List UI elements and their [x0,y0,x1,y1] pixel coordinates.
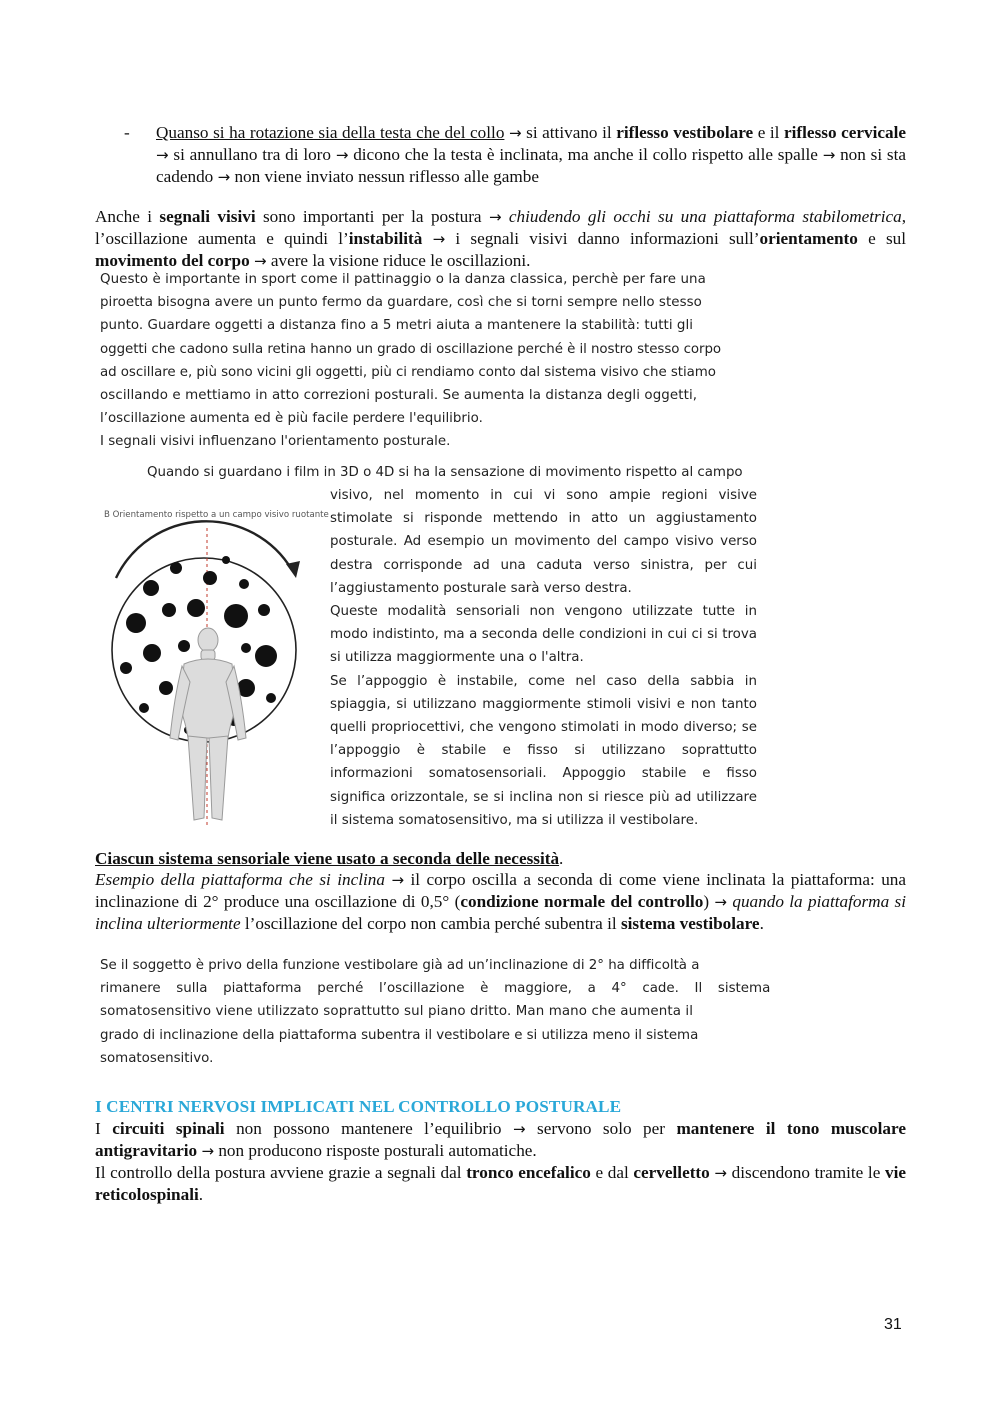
rotating-visual-field-illustration-icon [96,498,328,828]
note-line: piroetta bisogna avere un punto fermo da guardare, così che si torni sempre nello stesso [100,295,702,311]
note-paragraph: Se l’appoggio è instabile, come nel caso della sabbia in spiaggia, si utilizzano maggiormente stimoli visivi e non tanto quelli propriocettivi, che vengono stimolati in modo diverso; se l’appoggio è stabile e fisso si utilizzano soprattutto informazioni somatosensoriali. Appoggio stabile e fisso significa orizzontale, se si inclina non si riesce più ad utilizzare il sistema somatosensitivo, ma si utilizza il vestibolare. [330,673,757,828]
bullet-paragraph: Quanso si ha rotazione sia della testa che del collo → si attivano il riflesso vestibolare e il riflesso cervicale → si annullano tra di loro → dicono che la testa è inclinata, ma anche il collo rispetto alle spalle → non si sta cadendo → non viene inviato nessun riflesso alle gambe [156,123,907,186]
arrow-icon: → [508,124,522,142]
note-line: grado di inclinazione della piattaforma subentra il vestibolare e si utilizza meno il sistema [100,1027,699,1043]
arrow-icon: → [391,871,405,889]
arrow-icon: → [253,252,267,270]
arrow-icon: → [714,893,727,911]
sensory-systems-paragraph: Ciascun sistema sensoriale viene usato a seconda delle necessità. Esempio della piattaforma che si inclina → il corpo oscilla a seconda di come viene inclinata la piattaforma: una inclinazione di 2° produce una oscillazione di 0,5° (condizione normale del controllo) → quando la piattaforma si inclina ulteriormente l’oscillazione del corpo non cambia perché subentra il sistema vestibolare. [95,849,907,933]
bullet-dash: - [124,123,130,142]
section-heading: I CENTRI NERVOSI IMPLICATI NEL CONTROLLO POSTURALE [95,1097,622,1116]
note-line: ad oscillare e, più sono vicini gli oggetti, più ci rendiamo conto dal sistema visivo che stiamo [100,364,716,380]
notes-block-3 [100,954,771,1070]
notes-block-1 [100,268,760,454]
note-line: Questo è importante in sport come il pattinaggio o la danza classica, perchè per fare una [100,272,706,287]
arrow-icon: → [512,1120,526,1138]
visual-signals-paragraph: Anche i segnali visivi sono importanti per la postura → chiudendo gli occhi su una piattaforma stabilometrica, l’oscillazione aumenta e quindi l’instabilità → i segnali visivi danno informazioni sull’orientamento e sul movimento del corpo → avere la visione riduce le oscillazioni. [95,207,907,270]
arrow-icon: → [432,230,446,248]
note-line: somatosensitivo. [100,1050,214,1066]
note-line: oscillando e mettiamo in atto correzioni posturali. Se aumenta la distanza degli oggetti, [100,388,698,404]
note-line: rimanere sulla piattaforma perché l’oscillazione è maggiore, a 4° cade. Il sistema [100,981,771,997]
nervous-centers-paragraph: I circuiti spinali non possono mantenere l’equilibrio → servono solo per mantenere il tono muscolare antigravitario → non producono risposte posturali automatiche. Il controllo della postura avviene grazie a segnali dal tronco encefalico e dal cervelletto → discendono tramite le vie reticolospinali. [95,1119,906,1204]
note-paragraph: visivo, nel momento in cui vi sono ampie regioni visive stimolate si risponde mettendo in atto un aggiustamento posturale. Ad esempio un movimento del campo visivo verso destra corrisponde ad una caduta verso sinistra, per cui l’aggiustamento posturale sarà verso destra. [330,488,757,596]
arrow-icon: → [217,168,231,186]
arrow-icon: → [714,1164,727,1182]
note-line: oggetti che cadono sulla retina hanno un grado di oscillazione perché è il nostro stesso corpo [100,341,722,357]
arrow-icon: → [335,146,349,164]
note-line: somatosensitivo viene utilizzato soprattutto sul piano dritto. Man mano che aumenta il [100,1004,694,1020]
page-number: 31 [884,1316,902,1333]
notes-block-2 [330,484,757,832]
arrow-icon: → [822,146,836,164]
note-line: punto. Guardare oggetti a distanza fino a 5 metri aiuta a mantenere la stabilità: tutti gli [100,318,694,334]
note-line: l’oscillazione aumenta ed è più facile perdere l'equilibrio. [100,411,483,427]
arrow-icon: → [156,146,169,164]
sensory-title: Ciascun sistema sensoriale viene usato a seconda delle necessità [95,849,560,868]
figure-caption: B Orientamento rispetto a un campo visivo ruotante [104,510,329,520]
rotating-visual-field-figure [96,498,328,828]
arrow-icon: → [201,1142,215,1160]
arrow-icon: → [488,208,502,226]
note-line-3d-films: Quando si guardano i film in 3D o 4D si ha la sensazione di movimento rispetto al campo [147,465,743,480]
note-paragraph: Queste modalità sensoriali non vengono utilizzate tutte in modo indistinto, ma a seconda delle condizioni in cui ci si trova si utilizza maggiormente una o l'altra. [330,604,757,666]
note-line: I segnali visivi influenzano l'orientamento posturale. [100,434,451,450]
note-line: Se il soggetto è privo della funzione vestibolare già ad un’inclinazione di 2° ha difficoltà a [100,958,700,973]
